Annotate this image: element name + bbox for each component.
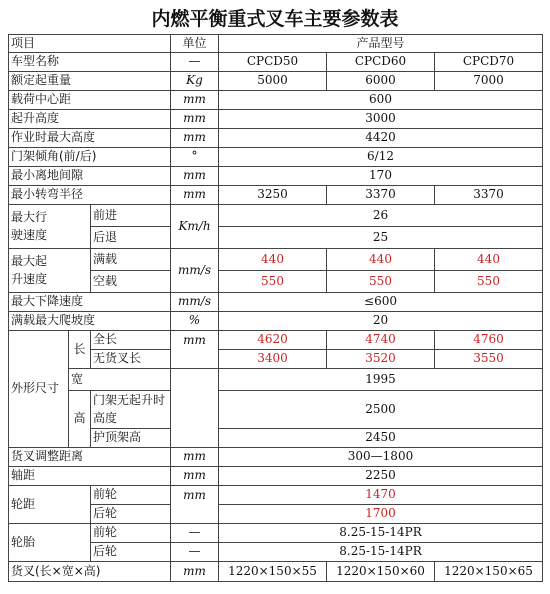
unit-cell-empty bbox=[171, 369, 219, 448]
unit-cell: mm bbox=[171, 448, 219, 467]
unit-cell: mm bbox=[171, 91, 219, 110]
value-cell: 2500 bbox=[219, 391, 543, 429]
table-row bbox=[9, 129, 543, 148]
value-cell: 2450 bbox=[219, 429, 543, 448]
unit-cell: mm bbox=[171, 167, 219, 186]
unit-cell: % bbox=[171, 312, 219, 331]
table-row bbox=[9, 249, 543, 271]
value-cell: 4620 bbox=[219, 331, 327, 350]
unit-cell: mm bbox=[171, 110, 219, 129]
table-row bbox=[9, 293, 543, 312]
table-row bbox=[9, 186, 543, 205]
value-cell: 170 bbox=[219, 167, 543, 186]
unit-cell: mm bbox=[171, 467, 219, 486]
value-cell: 440 bbox=[219, 249, 327, 271]
value-cell: 3000 bbox=[219, 110, 543, 129]
value-cell: 20 bbox=[219, 312, 543, 331]
unit-cell: Km/h bbox=[171, 205, 219, 249]
table-row bbox=[9, 110, 543, 129]
model-cell: CPCD50 bbox=[219, 53, 327, 72]
row-label: 车型名称 bbox=[9, 53, 171, 72]
value-cell: 550 bbox=[219, 271, 327, 293]
sub-label: 门架无起升时高度 bbox=[91, 391, 171, 429]
value-cell: 4760 bbox=[435, 331, 543, 350]
page-title: 内燃平衡重式叉车主要参数表 bbox=[151, 8, 399, 30]
value-cell: 26 bbox=[219, 205, 543, 227]
unit-cell: — bbox=[171, 53, 219, 72]
value-cell: ≤600 bbox=[219, 293, 543, 312]
unit-cell: ° bbox=[171, 148, 219, 167]
table-row bbox=[9, 448, 543, 467]
value-cell: 25 bbox=[219, 227, 543, 249]
sub-label: 空载 bbox=[91, 271, 171, 293]
unit-cell: mm bbox=[171, 186, 219, 205]
unit-cell: mm bbox=[171, 486, 219, 524]
header-model: 产品型号 bbox=[219, 35, 543, 53]
row-label: 最小转弯半径 bbox=[9, 186, 171, 205]
value-cell: 3370 bbox=[435, 186, 543, 205]
model-cell: CPCD70 bbox=[435, 53, 543, 72]
value-cell: 1220×150×60 bbox=[327, 562, 435, 582]
sub-label: 无货叉长 bbox=[91, 350, 171, 369]
value-cell: 3520 bbox=[327, 350, 435, 369]
table-row bbox=[9, 524, 543, 543]
group-label-tire: 轮胎 bbox=[9, 524, 91, 562]
table-row bbox=[9, 148, 543, 167]
spec-table bbox=[8, 34, 543, 582]
table-row bbox=[9, 331, 543, 350]
height-group-label: 高 bbox=[69, 391, 91, 448]
sub-label: 全长 bbox=[91, 331, 171, 350]
value-cell: 3370 bbox=[327, 186, 435, 205]
row-label: 轴距 bbox=[9, 467, 171, 486]
value-cell: 5000 bbox=[219, 72, 327, 91]
value-cell: 8.25-15-14PR bbox=[219, 543, 543, 562]
group-label-line: 驶速度 bbox=[11, 227, 48, 242]
row-label: 货叉调整距离 bbox=[9, 448, 171, 467]
table-row bbox=[9, 486, 543, 505]
row-label: 最小离地间隙 bbox=[9, 167, 171, 186]
table-row bbox=[9, 467, 543, 486]
value-cell: 1700 bbox=[219, 505, 543, 524]
row-label: 起升高度 bbox=[9, 110, 171, 129]
group-label-line: 升速度 bbox=[11, 271, 48, 286]
table-row bbox=[9, 312, 543, 331]
sub-label: 后轮 bbox=[91, 543, 171, 562]
row-label: 货叉(长×宽×高) bbox=[9, 562, 171, 582]
unit-cell: — bbox=[171, 543, 219, 562]
unit-cell: Kg bbox=[171, 72, 219, 91]
sub-label: 前轮 bbox=[91, 524, 171, 543]
value-cell: 8.25-15-14PR bbox=[219, 524, 543, 543]
value-cell: 440 bbox=[327, 249, 435, 271]
value-cell: 3550 bbox=[435, 350, 543, 369]
sub-label: 护顶架高 bbox=[91, 429, 171, 448]
value-cell: 3400 bbox=[219, 350, 327, 369]
value-cell: 1220×150×55 bbox=[219, 562, 327, 582]
row-label: 满载最大爬坡度 bbox=[9, 312, 171, 331]
row-label: 最大下降速度 bbox=[9, 293, 171, 312]
row-label: 作业时最大高度 bbox=[9, 129, 171, 148]
group-label-tread: 轮距 bbox=[9, 486, 91, 524]
row-label: 载荷中心距 bbox=[9, 91, 171, 110]
group-label-line: 最大起 bbox=[11, 254, 48, 269]
value-cell: 550 bbox=[327, 271, 435, 293]
table-row bbox=[9, 72, 543, 91]
model-cell: CPCD60 bbox=[327, 53, 435, 72]
table-row bbox=[9, 91, 543, 110]
dimensions-label: 外形尺寸 bbox=[9, 331, 69, 448]
value-cell: 1470 bbox=[219, 486, 543, 505]
group-label-travel-speed bbox=[9, 205, 91, 249]
table-row bbox=[9, 53, 543, 72]
value-cell: 550 bbox=[435, 271, 543, 293]
table-row bbox=[9, 562, 543, 582]
table-header-row bbox=[9, 35, 543, 53]
value-cell: 6/12 bbox=[219, 148, 543, 167]
group-label-line: 最大行 bbox=[11, 210, 48, 225]
sub-label: 满载 bbox=[91, 249, 171, 271]
unit-cell: mm/s bbox=[171, 293, 219, 312]
sub-label: 前进 bbox=[91, 205, 171, 227]
unit-cell: mm bbox=[171, 129, 219, 148]
unit-cell: — bbox=[171, 524, 219, 543]
value-cell: 4420 bbox=[219, 129, 543, 148]
value-cell: 3250 bbox=[219, 186, 327, 205]
unit-cell: mm/s bbox=[171, 249, 219, 293]
value-cell: 7000 bbox=[435, 72, 543, 91]
row-label: 额定起重量 bbox=[9, 72, 171, 91]
sub-label: 宽 bbox=[69, 369, 171, 391]
unit-cell: mm bbox=[171, 562, 219, 582]
sub-label: 后退 bbox=[91, 227, 171, 249]
value-cell: 6000 bbox=[327, 72, 435, 91]
header-item: 项目 bbox=[9, 35, 171, 53]
value-cell: 4740 bbox=[327, 331, 435, 350]
header-unit: 单位 bbox=[171, 35, 219, 53]
value-cell: 440 bbox=[435, 249, 543, 271]
length-group-label: 长 bbox=[69, 331, 91, 369]
row-label: 门架倾角(前/后) bbox=[9, 148, 171, 167]
sub-label: 前轮 bbox=[91, 486, 171, 505]
value-cell: 300—1800 bbox=[219, 448, 543, 467]
unit-cell: mm bbox=[171, 331, 219, 369]
table-row bbox=[9, 369, 543, 391]
value-cell: 2250 bbox=[219, 467, 543, 486]
group-label-lift-speed bbox=[9, 249, 91, 293]
value-cell: 1220×150×65 bbox=[435, 562, 543, 582]
table-row bbox=[9, 167, 543, 186]
table-row bbox=[9, 391, 543, 429]
value-cell: 600 bbox=[219, 91, 543, 110]
sub-label: 后轮 bbox=[91, 505, 171, 524]
value-cell: 1995 bbox=[219, 369, 543, 391]
table-row bbox=[9, 205, 543, 227]
